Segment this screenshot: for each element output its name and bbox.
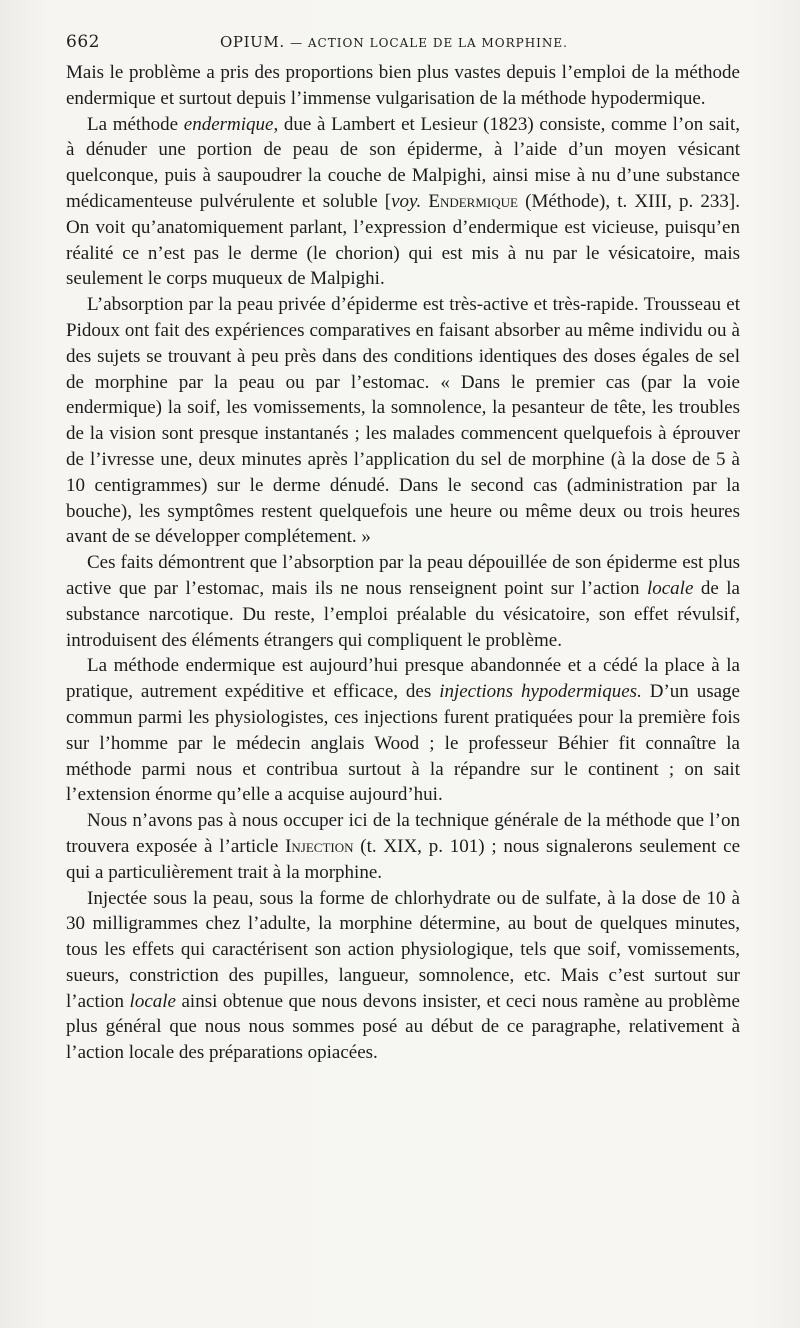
paragraph-2-emphasis: endermique [183, 113, 274, 135]
running-title-subject: — ACTION LOCALE DE LA MORPHINE. [290, 36, 568, 50]
body-text [66, 60, 740, 1066]
paragraph-5 [66, 653, 740, 808]
paragraph-2 [66, 112, 740, 293]
paragraph-7 [66, 886, 740, 1067]
paragraph-3-text: L’absorption par la peau privée d’épiderme est très-active et très-rapide. Trousseau et Pidoux ont fait des expériences comparatives en faisant absorber au même individu ou à des sujets se trouvant à peu près dans des conditions identiques des doses égales de sel de morphine par la peau ou par l’estomac. « Dans le premier cas (par la voie endermique) la soif, les vomissements, la somnolence, la pesanteur de tête, les troubles de la vision sont presque instantanés ; les malades commencent quelquefois à éprouver de l’ivresse une, deux minutes après l’application du sel de morphine (à la dose de 5 à 10 centigrammes) sur le derme dénudé. Dans le second cas (administration par la bouche), les symptômes restent quelquefois une heure ou même deux ou trois heures avant de se développer complétement. » [66, 294, 740, 548]
paragraph-2-crossref: Endermique [428, 190, 518, 212]
paragraph-2-part-c: , due à Lambert et Lesieur (1823) consiste, comme l’on sait, à dénuder une portion de peau de son épiderme, à l’aide d’un moyen vésicant quelconque, puis à saupoudrer la couche de Malpighi, ainsi mise à nu d’une substance médicamenteuse pulvérulente et soluble [ [66, 113, 740, 212]
paragraph-6-crossref: Injection [285, 835, 354, 857]
paragraph-2-part-f: (Méthode), t. XIII, p. 233]. On voit qu’anatomiquement parlant, l’expression d’endermique est vicieuse, puisqu’en réalité ce n’est pas le derme (le chorion) qui est mis à nu par le vésicatoire, mais seulement le corps muqueux de Malpighi. [66, 190, 740, 290]
page-number: 662 [66, 32, 100, 52]
paragraph-1-text: Mais le problème a pris des proportions bien plus vastes depuis l’emploi de la méthode endermique et surtout depuis l’immense vulgarisation de la méthode hypodermique. [66, 62, 740, 109]
paragraph-2-voy: voy. [391, 190, 422, 212]
paragraph-5-part-a: La méthode endermique est aujourd’hui presque abandonnée et a cédé la place à la pratique, autrement expéditive et efficace, des [66, 655, 740, 703]
paragraph-5-part-c: D’un usage commun parmi les physiologistes, ces injections furent pratiquées pour la première fois sur l’homme par le médecin anglais Wood ; le professeur Béhier fit connaître la méthode parmi nous et contribua surtout à la répandre sur le continent ; on sait l’extension énorme qu’elle a acquise aujourd’hui. [66, 681, 740, 806]
paragraph-4-part-a: Ces faits démontrent que l’absorption par la peau dépouillée de son épiderme est plus active que par l’estomac, mais ils ne nous renseignent point sur l’action [66, 552, 740, 599]
running-title-main: OPIUM. [220, 33, 285, 51]
paragraph-7-part-a: Injectée sous la peau, sous la forme de chlorhydrate ou de sulfate, à la dose de 10 à 30 milligrammes chez l’adulte, la morphine détermine, au bout de quelques minutes, tous les effets qui caractérisent son action physiologique, tels que soif, vomissements, sueurs, constriction des pupilles, langueur, somnolence, etc. Mais c’est surtout sur l’action [66, 887, 740, 1012]
paragraph-5-emphasis: injections hypodermiques. [439, 681, 642, 703]
paragraph-4-emphasis: locale [646, 577, 694, 599]
paragraph-4 [66, 550, 740, 653]
paragraph-2-part-a: La méthode [87, 113, 184, 135]
running-header [66, 32, 740, 54]
paragraph-6-part-a: Nous n’avons pas à nous occuper ici de la technique générale de la méthode que l’on trouvera exposée à l’article [66, 810, 740, 857]
paragraph-6 [66, 808, 740, 885]
paragraph-1 [66, 60, 740, 112]
paragraph-3 [66, 292, 740, 550]
paragraph-6-part-c: (t. XIX, p. 101) ; nous signalerons seulement ce qui a particulièrement trait à la morphine. [66, 835, 740, 883]
paragraph-7-emphasis: locale [129, 990, 176, 1012]
paragraph-7-part-c: ainsi obtenue que nous devons insister, et ceci nous ramène au problème plus général que nous nous sommes posé au début de ce paragraphe, relativement à l’action locale des préparations opiacées. [66, 990, 740, 1064]
running-title [220, 33, 568, 51]
paragraph-4-part-c: de la substance narcotique. Du reste, l’emploi préalable du vésicatoire, son effet révulsif, introduisent des éléments étrangers qui compliquent le problème. [66, 577, 740, 651]
